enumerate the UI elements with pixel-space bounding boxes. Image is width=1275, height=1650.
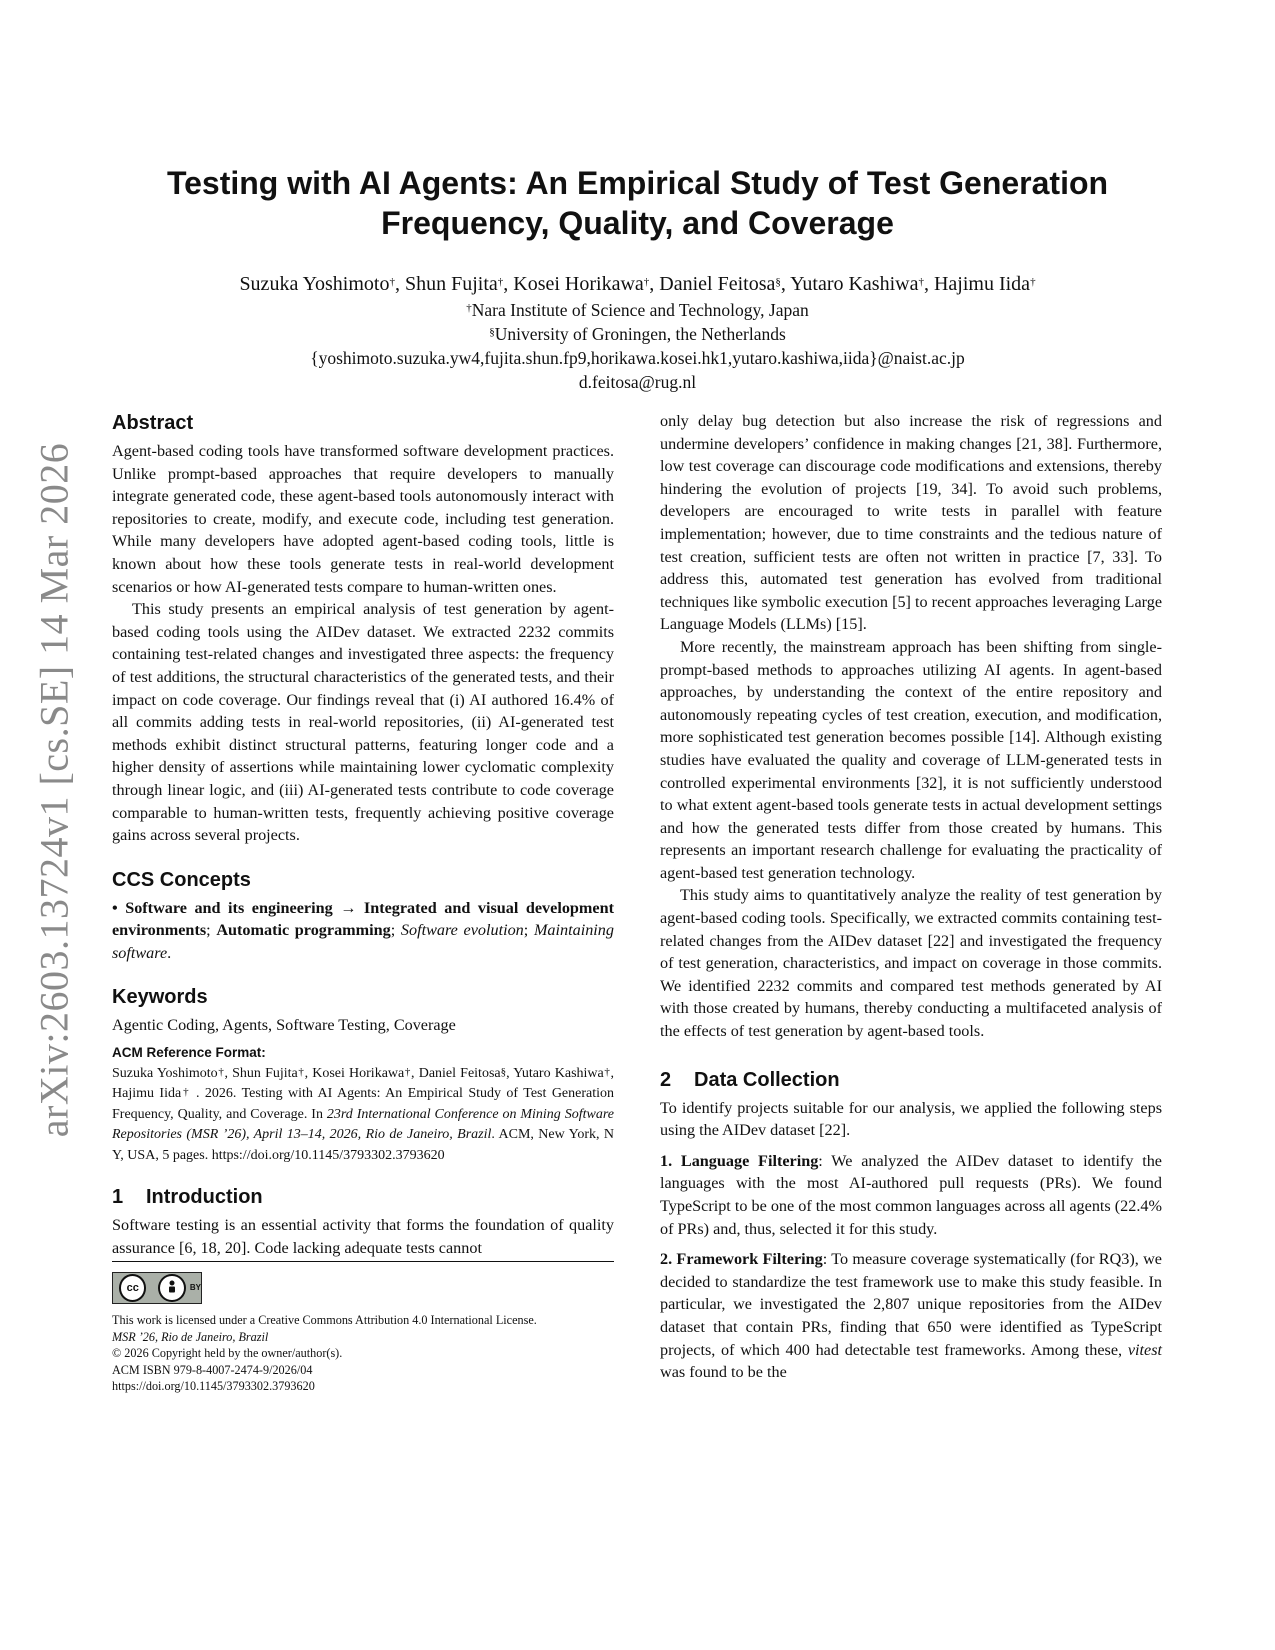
intro-paragraph-right-2: More recently, the mainstream approach has been shifting from single-prompt-based methods to approaches utilizing AI agents. In agent-based approaches, by understanding the context of the entire repository and autonomously repeating cycles of test creation, execution, and modification, more sophisticated test generation becomes possible [14]. Although existing studies have evaluated the quality and coverage of LLM-generated tests in controlled experimental environments [32], it is not sufficiently understood to what extent agent-based tools generate tests in actual development settings and how the generated tests differ from those created by humans. This represents an important research challenge for evaluating the practicality of agent-based test generation technology. bbox=[660, 637, 1162, 882]
email-rug: d.feitosa@rug.nl bbox=[578, 372, 697, 392]
doi-link[interactable]: https://doi.org/10.1145/3793302.3793620 bbox=[112, 1379, 315, 1394]
data-collection-heading: 2 Data Collection bbox=[660, 1068, 840, 1091]
intro-paragraph-right-3: This study aims to quantitatively analyze the reality of test generation by agent-based coding tools. Specifically, we extracted commits containing test-related changes from the AIDev dataset [22] and investigated the frequency of test generation, characteristics, and impact on coverage in those commits. We identified 2232 commits and compared test methods generated by AI with those created by humans, thereby conducting a multifaceted analysis of the effects of test generation by agent-based tools. bbox=[660, 886, 1162, 1041]
cc-icon: cc bbox=[119, 1274, 146, 1302]
ccs-heading: CCS Concepts bbox=[112, 868, 251, 891]
acm-reference-heading: ACM Reference Format: bbox=[112, 1045, 266, 1061]
intro-paragraph-right-1: only delay bug detection but also increase the risk of regressions and undermine developers’ confidence in making changes [21, 38]. Furthermore, low test coverage can discourage code modifications and extensions, thereby hindering the evolution of projects [19, 34]. To avoid such problems, developers are encouraged to write tests in parallel with feature implementation; however, due to time constraints and the tedious nature of test creation, sufficient tests are often not written in practice [7, 33]. To address this, automated test generation has evolved from traditional techniques like symbolic execution [5] to recent approaches leveraging Large Language Models (LLMs) [15]. bbox=[660, 412, 1162, 634]
intro-paragraph-left: Software testing is an essential activity that forms the foundation of quality assurance [6, 18, 20]. Code lacking adequate tests cannot bbox=[112, 1216, 614, 1257]
abstract-paragraph-1: Agent-based coding tools have transformed software development practices. Unlike prompt-based approaches that require developers to manually integrate generated code, these agent-based tools autonomously interact with repositories to create, modify, and execute code, including test generation. While many developers have adopted agent-based coding tools, little is known about how these tools generate tests in real-world development scenarios or how AI-generated tests compare to human-written ones. bbox=[112, 442, 614, 596]
title-line-2: Frequency, Quality, and Coverage bbox=[381, 205, 894, 241]
title-line-1: Testing with AI Agents: An Empirical Study of Test Generation bbox=[166, 165, 1109, 201]
email-naist: {yoshimoto.suzuka.yw4,fujita.shun.fp9,horikawa.kosei.hk1,yutaro.kashiwa,iida}@naist.ac.jp bbox=[310, 348, 965, 368]
framework-filtering-step: 2. Framework Filtering: To measure coverage systematically (for RQ3), we decided to standardize the test framework use to make this study feasible. In particular, we investigated the 2,807 unique repositories from the AIDev dataset that contain PRs, finding that 650 were identified as TypeScript projects, of which 400 had detectable test frameworks. Among these, vitest was found to be the bbox=[660, 1250, 1162, 1382]
data-collection-intro: To identify projects suitable for our analysis, we applied the following steps using the AIDev dataset [22]. bbox=[660, 1098, 1162, 1140]
affiliation-groningen: §University of Groningen, the Netherlands bbox=[489, 324, 786, 344]
ccs-concepts: • Software and its engineering → Integrated and visual development environments; Automatic programming; Software evolution; Maintaining software. bbox=[112, 898, 614, 962]
acm-reference bbox=[112, 1043, 614, 1166]
arxiv-watermark: arXiv:2603.13724v1 [cs.SE] 14 Mar 2026 bbox=[31, 442, 77, 1138]
language-filtering-step: 1. Language Filtering: We analyzed the AIDev dataset to identify the languages with the most AI-authored pull requests (PRs). We found TypeScript to be one of the most common languages across all agents (22.4% of PRs) and, thus, selected it for this study. bbox=[660, 1151, 1162, 1238]
right-column bbox=[660, 410, 1162, 1384]
introduction-heading: 1 Introduction bbox=[112, 1186, 263, 1209]
keywords-heading: Keywords bbox=[112, 986, 208, 1009]
acm-reference-text: Suzuka Yoshimoto†, Shun Fujita†, Kosei Horikawa†, Daniel Feitosa§, Yutaro Kashiwa†, Hajimu Iida† . 2026. Testing with AI Agents: An Empirical Study of Test Generation Frequency, Quality, and Coverage. In 23rd International Conference on Mining Software Repositories (MSR ’26), April 13–14, 2026, Rio de Janeiro, Brazil. ACM, New York, NY, USA, 5 pages. https://doi.org/10.1145/3793302.3793620 bbox=[112, 1065, 615, 1163]
by-label: BY bbox=[189, 1282, 201, 1292]
affiliation-naist: †Nara Institute of Science and Technology, Japan bbox=[466, 300, 809, 320]
keywords-text: Agentic Coding, Agents, Software Testing, Coverage bbox=[112, 1016, 456, 1035]
license-footer: This work is licensed under a Creative Commons Attribution 4.0 International License. MSR ’26, Rio de Janeiro, Brazil © 2026 Copyright held by the owner/author(s). ACM ISBN 979-8-4007-2474-9/2026/04 https://doi.org/10.1145/3793302.3793620 bbox=[112, 1312, 614, 1395]
paper-title bbox=[100, 163, 1175, 243]
abstract-paragraph-2: This study presents an empirical analysis of test generation by agent-based coding tools using the AIDev dataset. We extracted 2232 commits containing test-related changes and investigated three aspects: the frequency of test additions, the structural characteristics of the generated tests, and their impact on code coverage. Our findings reveal that (i) AI authored 16.4% of all commits adding tests in real-world repositories, (ii) AI-generated test methods exhibit distinct structural patterns, featuring longer code and a higher density of assertions while maintaining lower cyclomatic complexity through linear logic, and (iii) AI-generated tests contribute to code coverage comparable to human-written tests, frequently achieving positive coverage gains across several projects. bbox=[112, 600, 614, 845]
attribution-icon bbox=[158, 1274, 185, 1302]
left-column bbox=[112, 410, 614, 1395]
footer-rule bbox=[112, 1261, 614, 1262]
cc-by-badge bbox=[112, 1272, 202, 1304]
author-list: Suzuka Yoshimoto†, Shun Fujita†, Kosei Horikawa†, Daniel Feitosa§, Yutaro Kashiwa†, Hajimu Iida† bbox=[239, 273, 1036, 295]
abstract-heading: Abstract bbox=[112, 412, 194, 434]
